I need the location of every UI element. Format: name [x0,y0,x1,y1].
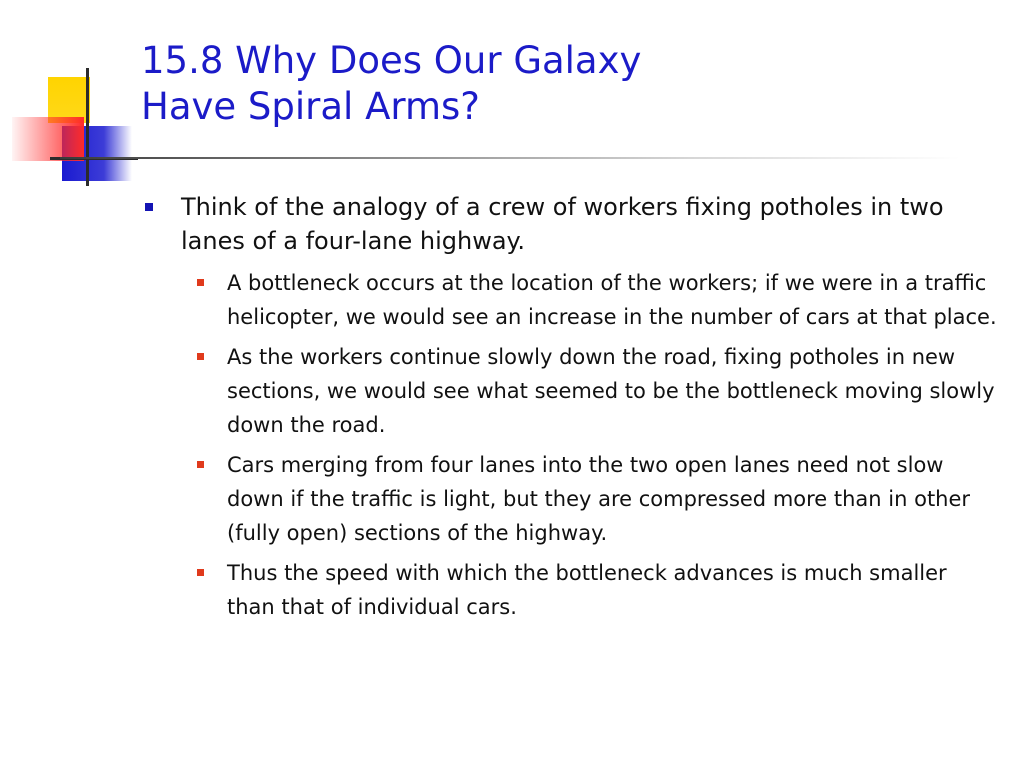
sub-bullet-item [145,448,1000,550]
sub-bullet-square-icon [197,279,204,286]
sub-bullet-item [145,266,1000,334]
slide-body [145,190,1000,630]
sub-bullet-text: A bottleneck occurs at the location of the workers; if we were in a traffic helicopter, we would see an increase in the number of cars at that place. [227,271,997,329]
sub-bullet-text: Thus the speed with which the bottleneck advances is much smaller than that of individual cars. [227,561,947,619]
sub-bullet-square-icon [197,353,204,360]
sub-bullet-square-icon [197,569,204,576]
title-line-2: Have Spiral Arms? [141,85,480,128]
sub-bullet-text: Cars merging from four lanes into the two open lanes need not slow down if the traffic is light, but they are compressed more than in other (fully open) sections of the highway. [227,453,971,545]
sub-bullet-item [145,340,1000,442]
sub-bullet-square-icon [197,461,204,468]
slide-logo-decoration [0,0,150,200]
bullet-square-icon [145,203,153,211]
title-rule [60,157,960,159]
slide-title [141,38,961,130]
sub-bullet-list [145,266,1000,624]
sub-bullet-item [145,556,1000,624]
bullet-text: Think of the analogy of a crew of workers fixing potholes in two lanes of a four-lane highway. [181,193,944,255]
sub-bullet-text: As the workers continue slowly down the road, fixing potholes in new sections, we would see what seemed to be the bottleneck moving slowly down the road. [227,345,995,437]
bullet-item [145,190,1000,258]
title-line-1: 15.8 Why Does Our Galaxy [141,39,642,82]
